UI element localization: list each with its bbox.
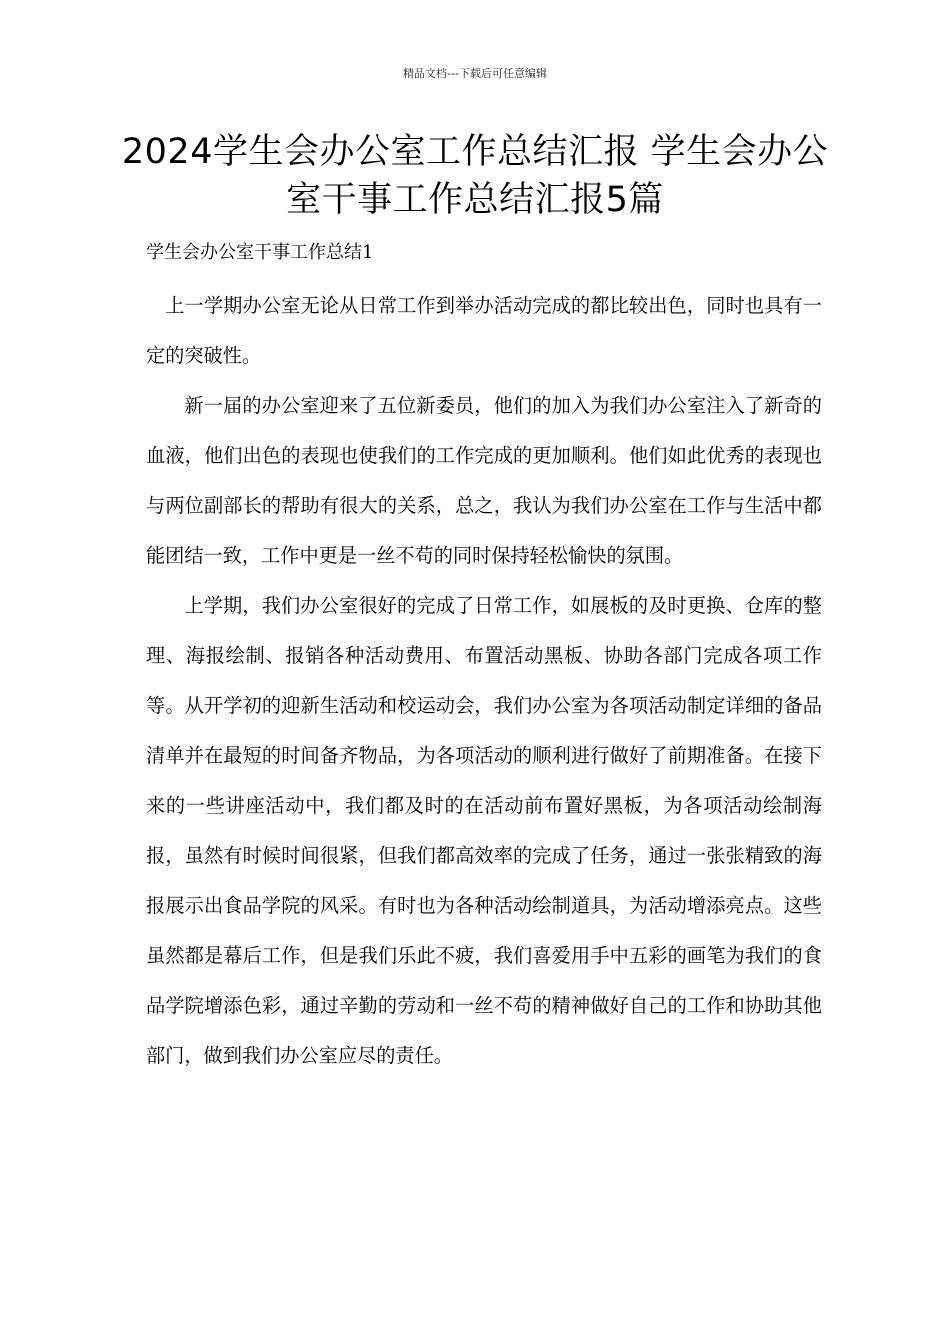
document-body xyxy=(146,281,822,1081)
section-heading: 学生会办公室干事工作总结1 xyxy=(146,242,374,263)
paragraph: 上学期，我们办公室很好的完成了日常工作，如展板的及时更换、仓库的整理、海报绘制、报销各种活动费用、布置活动黑板、协助各部门完成各项工作等。从开学初的迎新生活动和校运动会，我们办公室为各项活动制定详细的备品清单并在最短的时间备齐物品，为各项活动的顺利进行做好了前期准备。在接下来的一些讲座活动中，我们都及时的在活动前布置好黑板，为各项活动绘制海报，虽然有时候时间很紧，但我们都高效率的完成了任务，通过一张张精致的海报展示出食品学院的风采。有时也为各种活动绘制道具，为活动增添亮点。这些虽然都是幕后工作，但是我们乐此不疲，我们喜爱用手中五彩的画笔为我们的食品学院增添色彩，通过辛勤的劳动和一丝不苟的精神做好自己的工作和协助其他部门，做到我们办公室应尽的责任。 xyxy=(146,594,822,1067)
document-title: 2024学生会办公室工作总结汇报 学生会办公室干事工作总结汇报5篇 xyxy=(121,132,829,220)
paragraph: 新一届的办公室迎来了五位新委员，他们的加入为我们办公室注入了新奇的血液，他们出色的表现也使我们的工作完成的更加顺利。他们如此优秀的表现也与两位副部长的帮助有很大的关系，总之，我认为我们办公室在工作与生活中都能团结一致，工作中更是一丝不苟的同时保持轻松愉快的氛围。 xyxy=(146,394,822,567)
page-header: 精品文档---下载后可任意编辑 xyxy=(403,67,547,80)
paragraph: 上一学期办公室无论从日常工作到举办活动完成的都比较出色，同时也具有一定的突破性。 xyxy=(146,294,822,367)
